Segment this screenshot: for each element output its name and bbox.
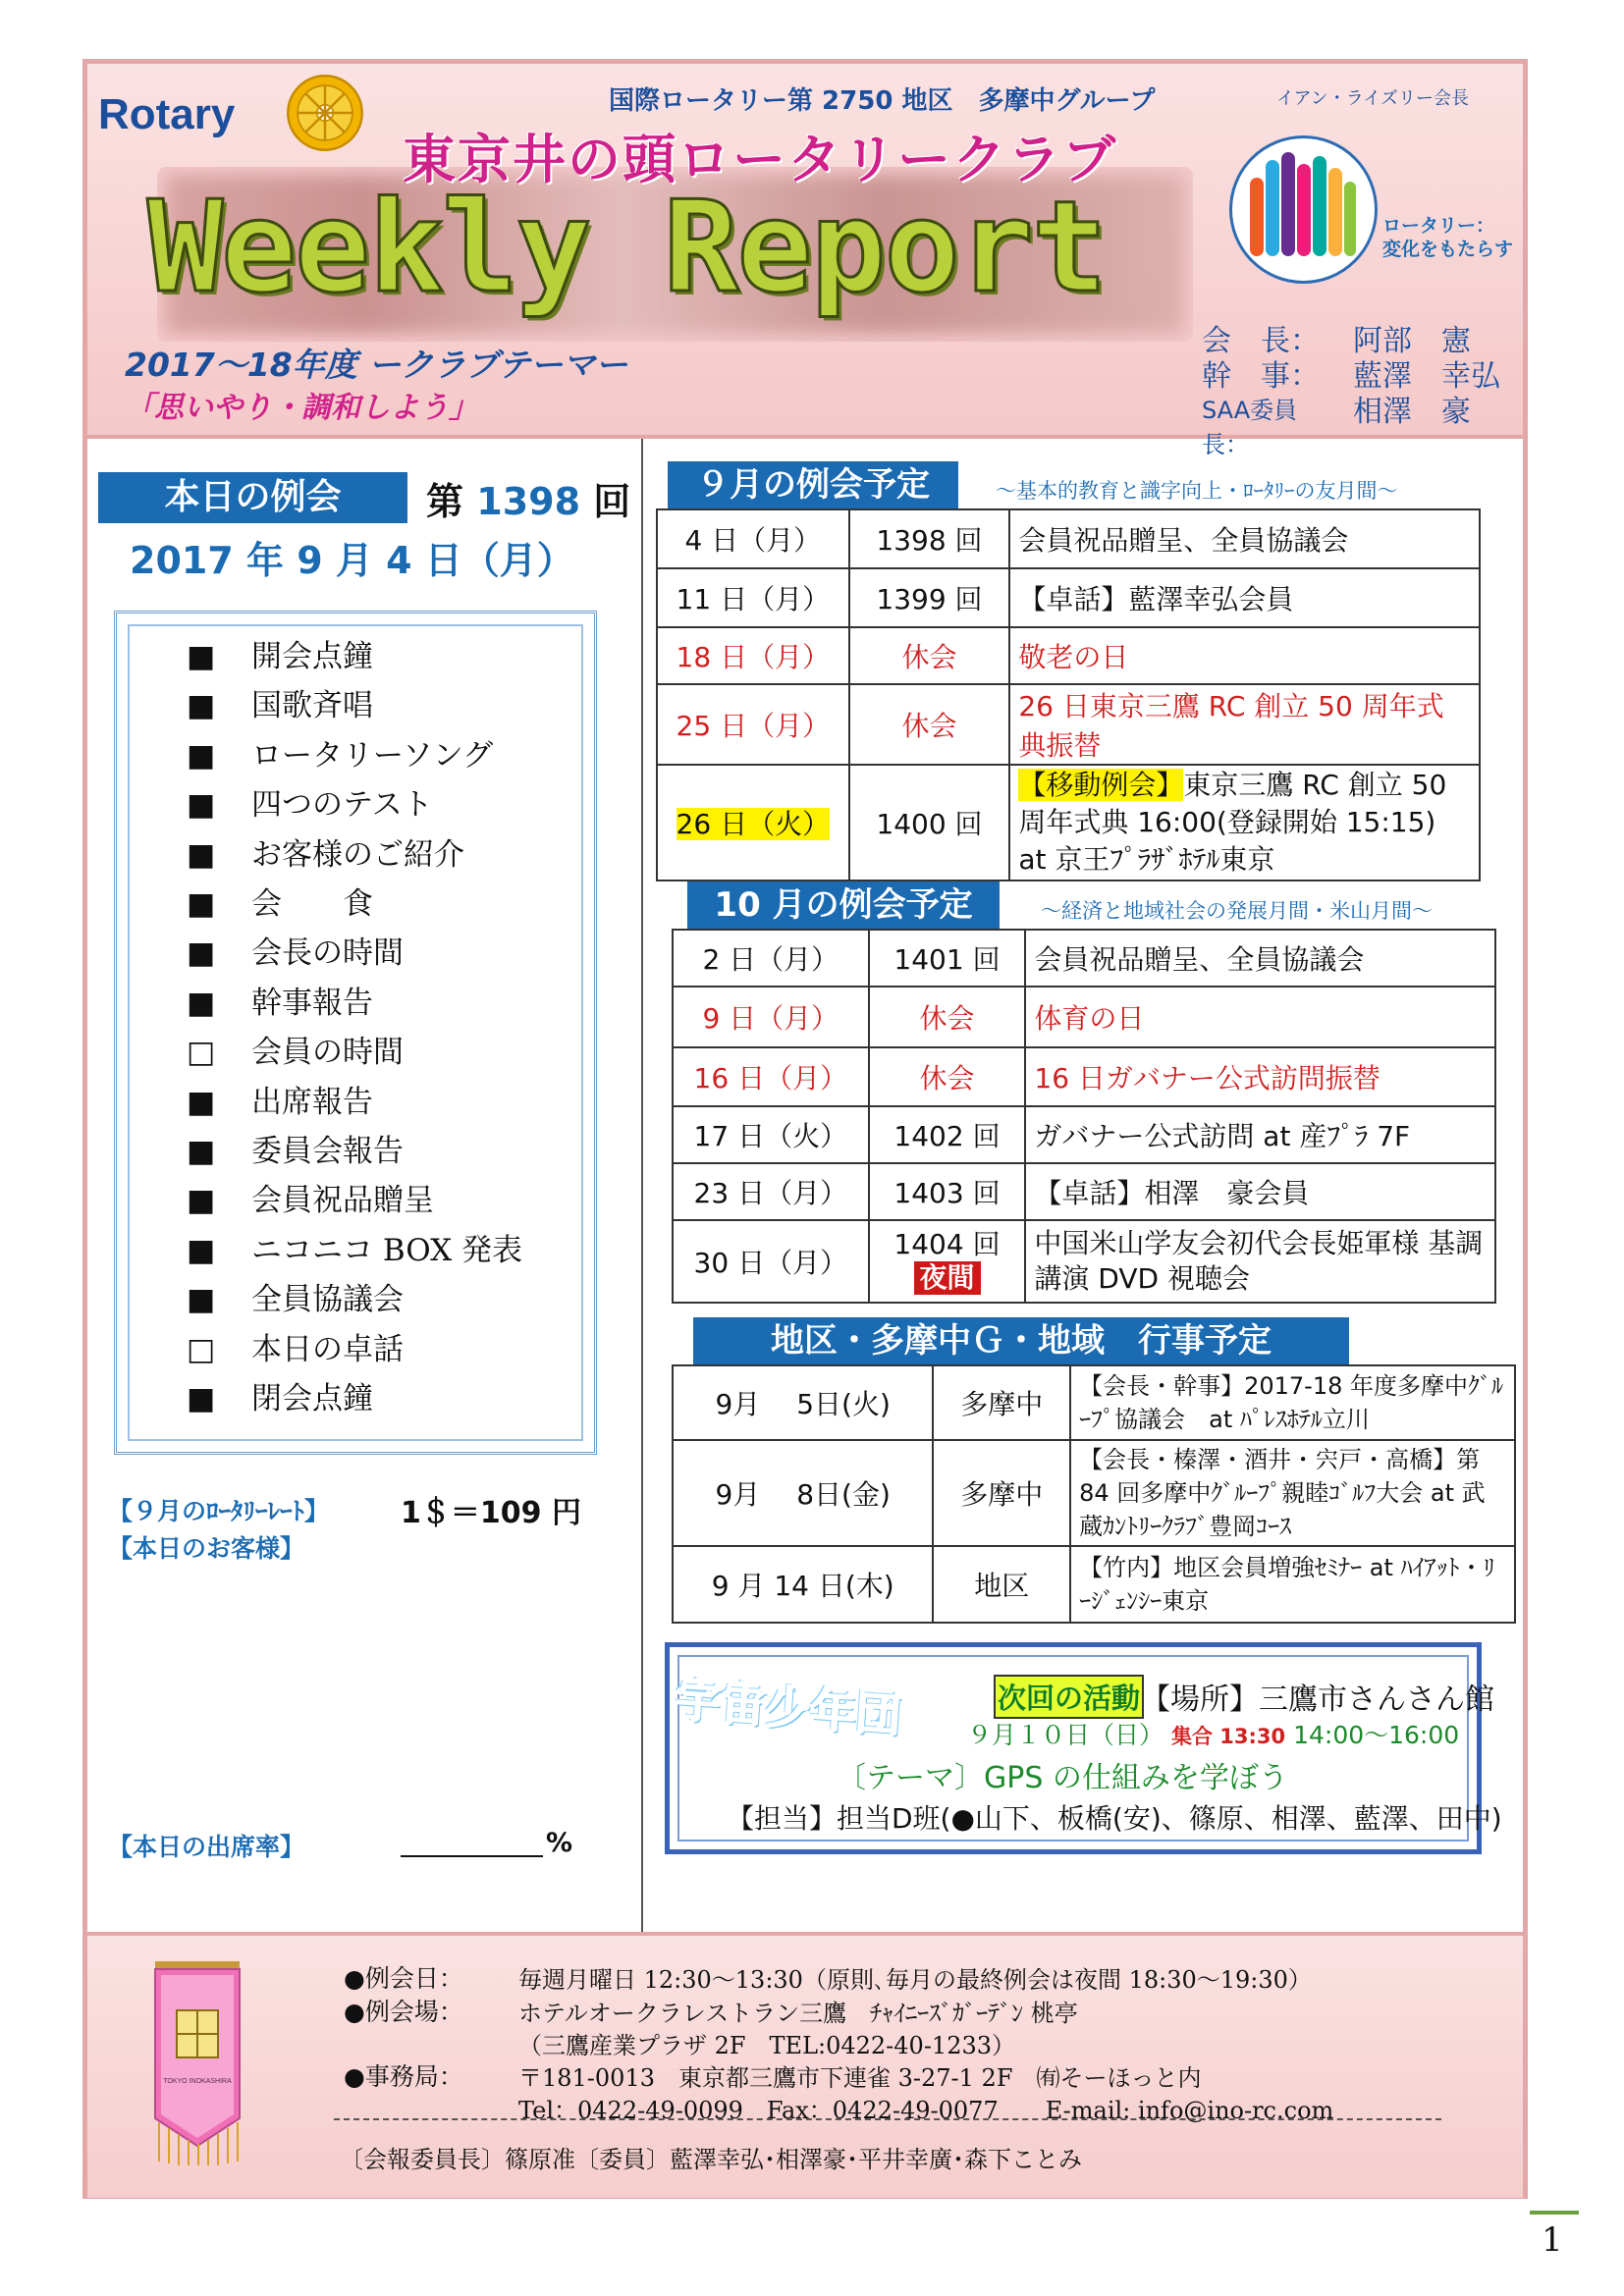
row-number: 休会 xyxy=(869,1047,1026,1106)
footer-label: ●事務局： xyxy=(344,2062,463,2091)
attendance-blank xyxy=(401,1826,543,1857)
agenda-item-text: 幹事報告 xyxy=(251,985,373,1021)
activity-theme: 〔テーマ〕GPS の仕組みを学ぼう xyxy=(837,1761,1288,1795)
row-number: 1403 回 xyxy=(869,1163,1026,1220)
pennant-text: TOKYO INOKASHIRA xyxy=(163,2078,232,2085)
table-row xyxy=(657,509,1480,568)
next-activity-label: 次回の活動 xyxy=(994,1675,1144,1719)
row-org: 多摩中 xyxy=(933,1440,1070,1546)
attendance-label: 【本日の出席率】 xyxy=(108,1833,305,1861)
row-note: 体育の日 xyxy=(1025,987,1495,1047)
september-table xyxy=(656,508,1481,881)
row-number: 1399 回 xyxy=(849,568,1010,627)
rotary-logo-text: Rotary xyxy=(98,90,236,138)
agenda-item-text: 開会点鐘 xyxy=(251,639,373,674)
space-club-logo: 宇宙少年団 xyxy=(674,1674,903,1742)
row-number: 1402 回 xyxy=(869,1106,1026,1163)
footer-value: 〒181-0013 東京都三鷹市下連雀 3-27-1 2F ㈲そーほっと内 xyxy=(518,2064,1202,2092)
row-note-text: 東京三鷹 RC 創立 50 周年式典 16:00(登録開始 15:15) at 京王ﾌﾟﾗｻﾞﾎﾃﾙ東京 xyxy=(1018,769,1447,876)
agenda-item xyxy=(187,1331,404,1368)
row-note xyxy=(1009,765,1480,881)
october-subtitle: ～経済と地域社会の発展月間・米山月間～ xyxy=(1041,899,1433,923)
row-date: 11 日（月） xyxy=(657,568,849,627)
attendance-unit: % xyxy=(546,1828,573,1858)
filled-square-icon: ■ xyxy=(187,688,216,724)
table-row xyxy=(657,684,1480,765)
filled-square-icon: ■ xyxy=(187,1183,216,1219)
agenda-item xyxy=(187,934,404,972)
row-number: 1398 回 xyxy=(849,509,1010,568)
table-row xyxy=(673,1106,1495,1163)
page-number-rule xyxy=(1530,2211,1579,2215)
table-row xyxy=(673,930,1495,987)
theme-logo-icon xyxy=(1229,135,1378,284)
row-number: 休会 xyxy=(849,627,1010,684)
filled-square-icon: ■ xyxy=(187,1282,216,1318)
row-note: ガバナー公式訪問 at 産ﾌﾟﾗ 7F xyxy=(1025,1106,1495,1163)
report-title: Weekly Report xyxy=(147,175,1106,321)
activity-time: 14:00～16:00 xyxy=(1293,1721,1460,1749)
agenda-item-text: 会員の時間 xyxy=(251,1035,404,1071)
filled-square-icon: ■ xyxy=(187,886,216,922)
rotary-rate-value: 1＄＝109 円 xyxy=(401,1496,581,1530)
agenda-item xyxy=(187,1232,522,1269)
agenda-item xyxy=(187,885,373,923)
row-date: 9 月 14 日(木) xyxy=(673,1546,933,1623)
row-date: 9月 5日(火) xyxy=(673,1365,933,1440)
agenda-item-text: 国歌斉唱 xyxy=(251,688,373,724)
filled-square-icon: ■ xyxy=(187,1381,216,1416)
footer-value: Tel：0422-49-0099 Fax：0422-49-0077 E-mail: info@ino-rc.com xyxy=(518,2097,1334,2124)
agenda-item-text: ニコニコ BOX 発表 xyxy=(251,1232,523,1268)
theme-slogan xyxy=(1382,214,1513,261)
column-divider xyxy=(641,439,643,1932)
agenda-item xyxy=(187,1281,404,1318)
rotary-rate-label: 【９月のﾛｰﾀﾘｰﾚｰﾄ】 xyxy=(108,1497,330,1525)
president-credit: イアン・ライズリー会長 xyxy=(1276,88,1470,109)
meeting-date: 2017 年 9 月 4 日（月） xyxy=(130,539,574,582)
agenda-item xyxy=(187,1133,404,1170)
agenda-item-text: ロータリーソング xyxy=(251,737,494,774)
table-row xyxy=(673,1220,1495,1303)
row-number: 休会 xyxy=(869,987,1026,1047)
night-badge: 夜間 xyxy=(914,1261,981,1295)
agenda-item xyxy=(187,737,493,774)
footer-value: ホテルオークラレストラン三鷹 ﾁｬｲﾆｰｽﾞｶﾞｰﾃﾞﾝ 桃亭 xyxy=(518,2000,1078,2027)
row-note: 会員祝品贈呈、全員協議会 xyxy=(1025,930,1495,987)
row-number-value: 1404 回 xyxy=(893,1228,1001,1260)
october-schedule-label: 10 月の例会予定 xyxy=(687,881,1000,929)
today-meeting-label: 本日の例会 xyxy=(98,472,407,523)
activity-charge: 【担当】担当D班(●山下、板橋(安)、篠原、相澤、藍澤、田中) xyxy=(727,1802,1502,1835)
agenda-item-text: お客様のご紹介 xyxy=(251,836,464,873)
filled-square-icon: ■ xyxy=(187,787,216,824)
row-number: 1400 回 xyxy=(849,765,1010,881)
officer-name: 阿部 憲 xyxy=(1353,324,1471,358)
row-note: 【竹内】地区会員増強ｾﾐﾅｰ at ﾊｲｱｯﾄ・ﾘｰｼﾞｪﾝｼｰ東京 xyxy=(1070,1546,1515,1623)
activity-date-text: ９月１０日（日） xyxy=(967,1721,1164,1749)
table-row xyxy=(673,987,1495,1047)
footer-dashed-rule xyxy=(334,2118,1441,2120)
agenda-item xyxy=(187,687,373,724)
table-row xyxy=(673,1440,1515,1546)
row-date: 9 日（月） xyxy=(673,987,869,1047)
agenda-item xyxy=(187,638,373,675)
row-date: 30 日（月） xyxy=(673,1220,869,1303)
footer-label: ●例会日： xyxy=(344,1964,463,1993)
slogan-line-1: ロータリー： xyxy=(1382,215,1495,237)
agenda-item-text: 全員協議会 xyxy=(251,1282,404,1318)
agenda-item xyxy=(187,1182,434,1219)
row-note: 【卓話】藍澤幸弘会員 xyxy=(1009,568,1480,627)
meeting-prefix: 第 xyxy=(426,480,464,523)
officer-name: 藍澤 幸弘 xyxy=(1353,359,1500,394)
row-date: 4 日（月） xyxy=(657,509,849,568)
agenda-item-text: 閉会点鐘 xyxy=(251,1381,373,1416)
table-row xyxy=(673,1365,1515,1440)
agenda-item-text: 会員祝品贈呈 xyxy=(251,1183,434,1219)
slogan-line-2: 変化をもたらす xyxy=(1382,239,1514,260)
filled-square-icon: ■ xyxy=(187,639,216,674)
row-number: 休会 xyxy=(849,684,1010,765)
meeting-number xyxy=(426,471,630,525)
table-row xyxy=(657,568,1480,627)
september-schedule-label: ９月の例会予定 xyxy=(668,461,958,508)
agenda-item xyxy=(187,1034,404,1071)
agenda-item xyxy=(187,786,433,824)
agenda-item xyxy=(187,1380,373,1417)
officer-role: SAA委員長： xyxy=(1202,397,1298,458)
moving-meeting-tag: 【移動例会】 xyxy=(1018,769,1184,801)
rotary-wheel-icon xyxy=(285,73,365,153)
agenda-item xyxy=(187,836,464,874)
table-row xyxy=(657,765,1480,881)
row-note: 16 日ガバナー公式訪問振替 xyxy=(1025,1047,1495,1106)
row-note: 敬老の日 xyxy=(1009,627,1480,684)
row-org: 地区 xyxy=(933,1546,1070,1623)
row-number: 1401 回 xyxy=(869,930,1026,987)
district-line: 国際ロータリー第 2750 地区 多摩中グループ xyxy=(609,86,1156,116)
agenda-item-text: 会長の時間 xyxy=(251,935,404,972)
row-date: 17 日（火） xyxy=(673,1106,869,1163)
agenda-item-text: 出席報告 xyxy=(251,1084,373,1120)
row-number xyxy=(869,1220,1026,1303)
footer-value: 毎週月曜日 12:30～13:30（原則､毎月の最終例会は夜間 18:30～19:30） xyxy=(518,1966,1312,1994)
filled-square-icon: ■ xyxy=(187,935,216,972)
agenda-item xyxy=(187,985,373,1022)
year-theme: 2017～18年度 ークラブテーマー xyxy=(125,346,628,384)
row-note: 26 日東京三鷹 RC 創立 50 周年式典振替 xyxy=(1009,684,1480,765)
filled-square-icon: ■ xyxy=(187,1134,216,1169)
officer-role: 会 長： xyxy=(1202,324,1320,358)
table-row xyxy=(673,1163,1495,1220)
filled-square-icon: ■ xyxy=(187,985,216,1021)
editors-line: 〔会報委員長〕篠原准〔委員〕藍澤幸弘･相澤豪･平井幸廣･森下ことみ xyxy=(340,2146,1082,2173)
filled-square-icon: ■ xyxy=(187,1232,216,1268)
district-events-label: 地区・多摩中Ｇ・地域 行事予定 xyxy=(693,1317,1349,1364)
row-date: 16 日（月） xyxy=(673,1047,869,1106)
agenda-item-text: 本日の卓話 xyxy=(251,1331,404,1367)
table-row xyxy=(657,627,1480,684)
filled-square-icon: ■ xyxy=(187,1084,216,1120)
filled-square-icon: ■ xyxy=(187,836,216,873)
club-name: 東京井の頭ロータリークラブ xyxy=(403,129,1117,190)
highlighted-date: 26 日（火） xyxy=(676,808,831,840)
row-note: 【会長・幹事】2017-18 年度多摩中ｸﾞﾙｰﾌﾟ協議会 at ﾊﾟﾚｽﾎﾃﾙ立川 xyxy=(1070,1365,1515,1440)
row-org: 多摩中 xyxy=(933,1365,1070,1440)
agenda-item-text: 会 食 xyxy=(251,886,373,922)
club-theme: 「思いやり・調和しよう」 xyxy=(125,391,478,425)
agenda-item-text: 四つのテスト xyxy=(251,787,433,824)
row-note: 【卓話】相澤 豪会員 xyxy=(1025,1163,1495,1220)
guest-label: 【本日のお客様】 xyxy=(108,1534,305,1563)
footer-label: ●例会場： xyxy=(344,1998,463,2026)
empty-square-icon: □ xyxy=(187,1331,216,1367)
row-note: 会員祝品贈呈、全員協議会 xyxy=(1009,509,1480,568)
officer-name: 相澤 豪 xyxy=(1353,395,1471,429)
footer-value: （三鷹産業プラザ 2F TEL:0422-40-1233） xyxy=(518,2032,1016,2059)
row-date: 25 日（月） xyxy=(657,684,849,765)
october-table xyxy=(672,929,1496,1304)
district-events-table xyxy=(672,1364,1516,1624)
agenda-item xyxy=(187,1084,373,1121)
officer-role: 幹 事： xyxy=(1202,359,1320,394)
row-note: 中国米山学友会初代会長姫軍様 基調講演 DVD 視聴会 xyxy=(1025,1220,1495,1303)
row-date: 9月 8日(金) xyxy=(673,1440,933,1546)
row-date xyxy=(657,765,849,881)
club-pennant-icon xyxy=(139,1953,255,2167)
meeting-suffix: 回 xyxy=(593,480,631,523)
row-date: 23 日（月） xyxy=(673,1163,869,1220)
meeting-number-value: 1398 xyxy=(476,480,581,523)
september-subtitle: ～基本的教育と識字向上・ﾛｰﾀﾘｰの友月間～ xyxy=(996,479,1398,503)
activity-place: 【場所】三鷹市さんさん館 xyxy=(1141,1682,1494,1717)
table-row xyxy=(673,1047,1495,1106)
filled-square-icon: ■ xyxy=(187,737,216,774)
table-row xyxy=(673,1546,1515,1623)
empty-square-icon: □ xyxy=(187,1035,216,1071)
row-date: 18 日（月） xyxy=(657,627,849,684)
row-note: 【会長・榛澤・酒井・宍戸・高橋】第 84 回多摩中ｸﾞﾙｰﾌﾟ親睦ｺﾞﾙﾌ大会 at 武蔵ｶﾝﾄﾘｰｸﾗﾌﾞ豊岡ｺｰｽ xyxy=(1070,1440,1515,1546)
agenda-item-text: 委員会報告 xyxy=(251,1134,404,1169)
page-number: 1 xyxy=(1542,2220,1563,2260)
row-date: 2 日（月） xyxy=(673,930,869,987)
gather-time: 集合 13:30 xyxy=(1170,1725,1286,1748)
activity-date xyxy=(967,1716,1459,1751)
